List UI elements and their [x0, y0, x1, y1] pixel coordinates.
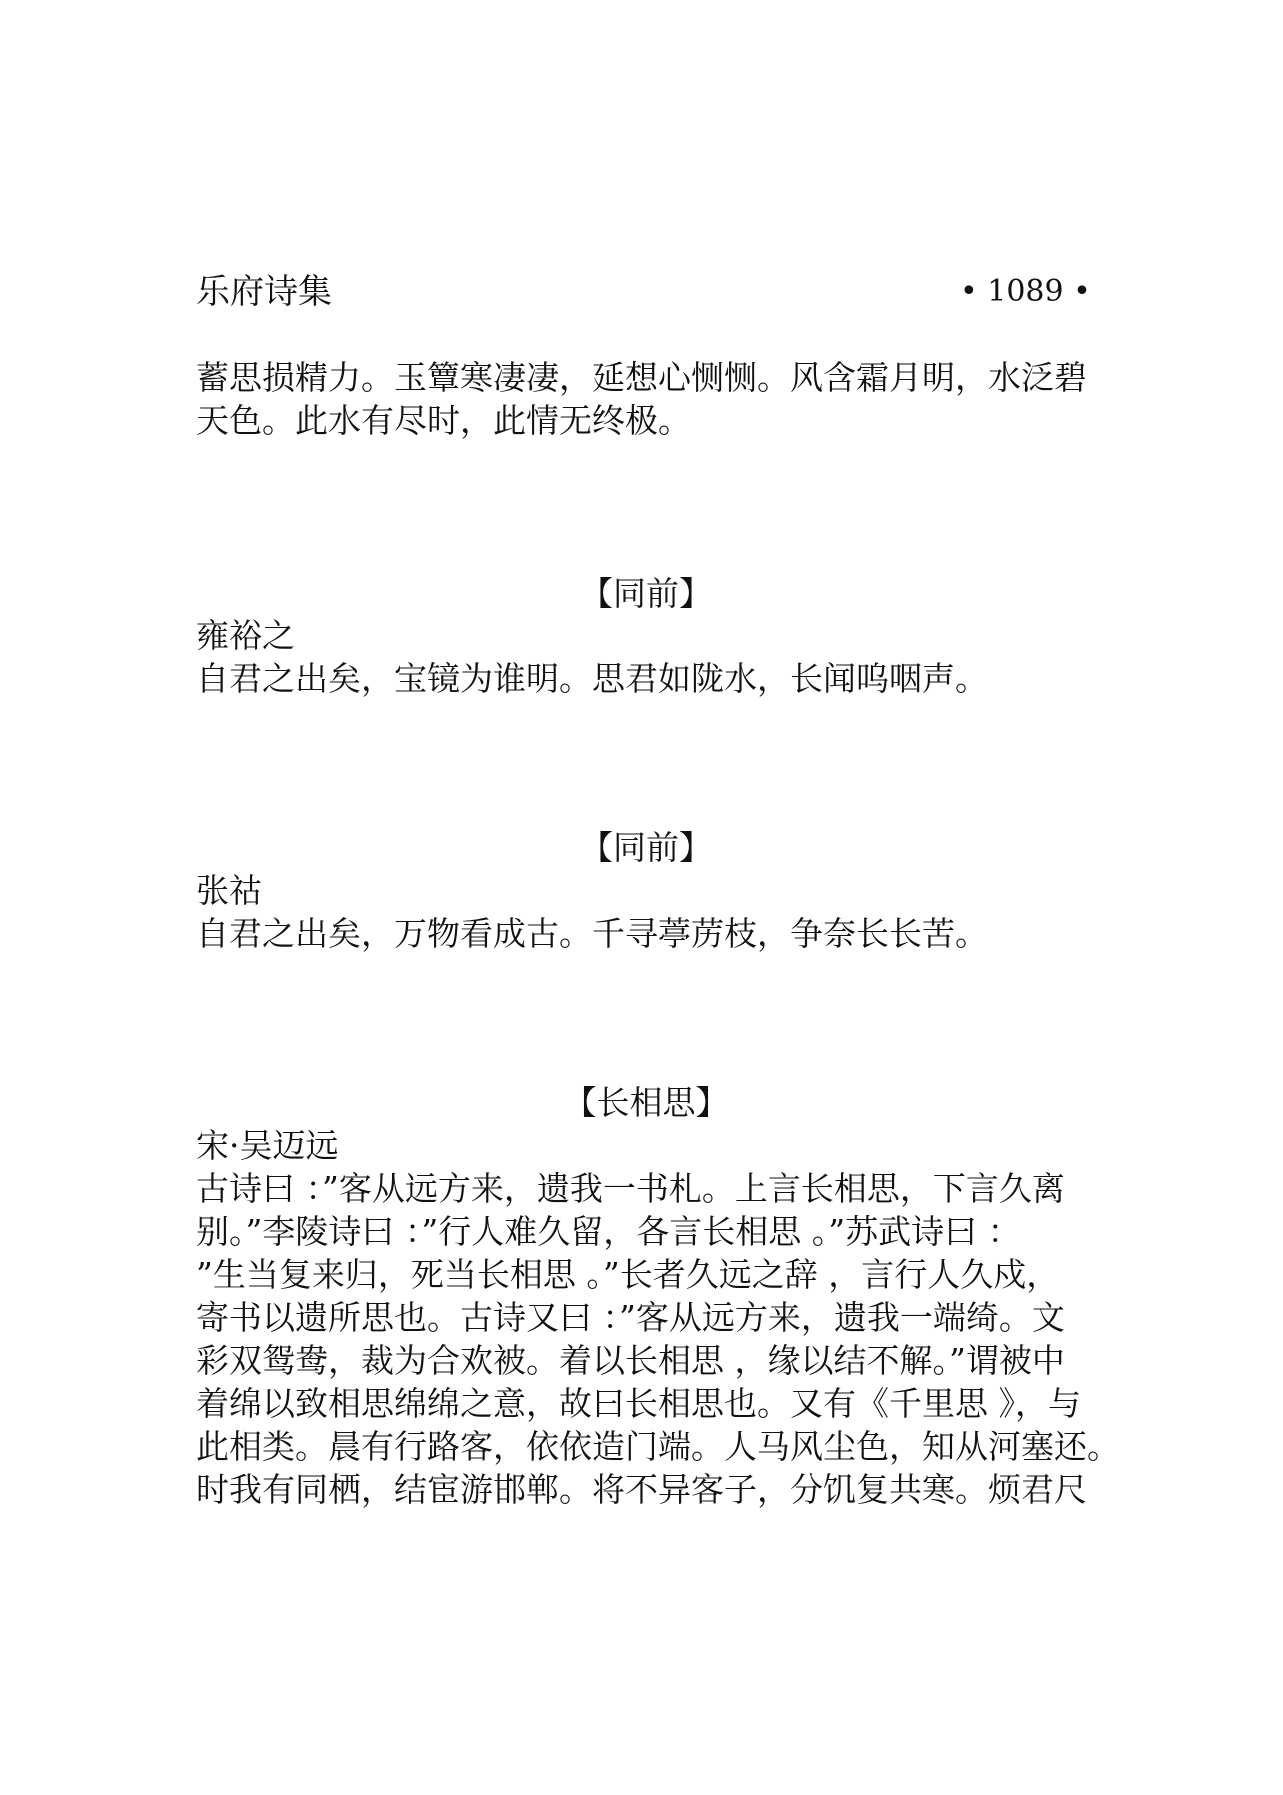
poem-author: 张祜 — [196, 871, 262, 910]
poem-author: 宋·吴迈远 — [196, 1126, 339, 1165]
continued-poem-text — [196, 356, 1096, 442]
text-line: 天色。此水有尽时，此情无终极。 — [196, 401, 691, 440]
text-line: ”生当复来归，死当长相思 。”长者久远之辞 ，言行人久戍， — [196, 1255, 1060, 1294]
text-line: 自君之出矣，宝镜为谁明。思君如陇水，长闻呜咽声。 — [196, 659, 988, 698]
poem-title: 【同前】 — [580, 574, 712, 613]
poem-text — [196, 657, 1096, 700]
running-header-title: 乐府诗集 — [196, 272, 332, 312]
poem-text — [196, 912, 1096, 955]
text-line: 古诗曰 ：”客从远方来，遗我一书札。上言长相思，下言久离 — [196, 1169, 1065, 1208]
poem-author: 雍裕之 — [196, 616, 295, 655]
text-line: 寄书以遗所思也。古诗又曰 ：”客从远方来，遗我一端绮。文 — [196, 1298, 1065, 1337]
poem-text — [196, 1167, 1120, 1511]
text-line: 蓄思损精力。玉簟寒凄凄，延想心恻恻。风含霜月明，水泛碧 — [196, 358, 1087, 397]
text-line: 着绵以致相思绵绵之意，故曰长相思也。又有《千里思 》，与 — [196, 1384, 1081, 1423]
text-line: 别。”李陵诗曰 ：”行人难久留，各言长相思 。”苏武诗曰 ： — [196, 1212, 1021, 1251]
page-number: • 1089 • — [960, 274, 1091, 309]
poem-title: 【同前】 — [580, 828, 712, 867]
text-line: 自君之出矣，万物看成古。千寻葶苈枝，争奈长长苦。 — [196, 914, 988, 953]
text-line: 此相类。晨有行路客，依依造门端。人马风尘色，知从河塞还。 — [196, 1427, 1120, 1466]
text-line: 时我有同栖，结宦游邯郸。将不异客子，分饥复共寒。烦君尺 — [196, 1470, 1087, 1509]
poem-title: 【长相思】 — [563, 1083, 729, 1122]
text-line: 彩双鸳鸯，裁为合欢被。着以长相思 ，缘以结不解。”谓被中 — [196, 1341, 1065, 1380]
